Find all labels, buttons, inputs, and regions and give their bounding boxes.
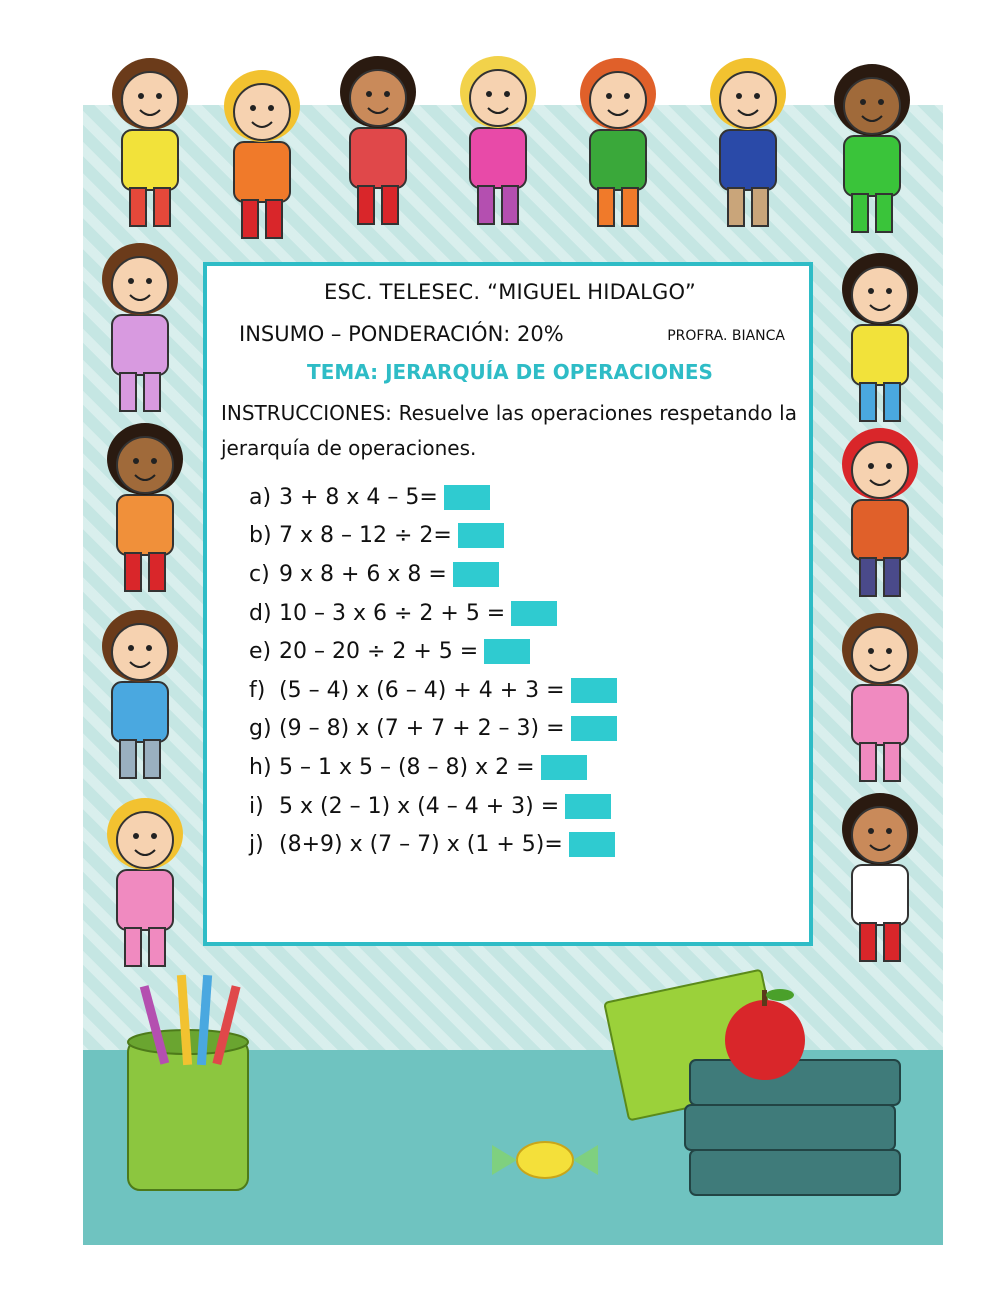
- kid-figure: [107, 423, 183, 591]
- school-name: ESC. TELESEC. “MIGUEL HIDALGO”: [324, 280, 696, 304]
- kid-figure: [842, 428, 918, 596]
- answer-input[interactable]: [458, 523, 504, 548]
- operation-expression: (9 – 8) x (7 + 7 + 2 – 3) =: [279, 716, 565, 742]
- operation-expression: (5 – 4) x (6 – 4) + 4 + 3 =: [279, 677, 565, 703]
- kid-figure: [834, 64, 910, 232]
- operation-expression: 5 – 1 x 5 – (8 – 8) x 2 =: [279, 754, 535, 780]
- operation-item: [249, 632, 799, 671]
- operation-label: a): [249, 484, 272, 510]
- kid-figure: [102, 243, 178, 411]
- operation-item: [249, 517, 799, 556]
- operation-item: [249, 555, 799, 594]
- operation-expression: 20 – 20 ÷ 2 + 5 =: [279, 639, 479, 665]
- topic-title: TEMA: JERARQUÍA DE OPERACIONES: [307, 360, 713, 384]
- operation-label: e): [249, 639, 272, 665]
- operation-item: [249, 748, 799, 787]
- operation-label: g): [249, 716, 272, 742]
- answer-input[interactable]: [453, 562, 499, 587]
- instructions-text: INSTRUCCIONES: Resuelve las operaciones respetando la jerarquía de operaciones.: [221, 401, 797, 460]
- kid-figure: [224, 70, 300, 238]
- operation-label: d): [249, 600, 272, 626]
- answer-input[interactable]: [565, 794, 611, 819]
- operation-expression: 7 x 8 – 12 ÷ 2=: [279, 523, 452, 549]
- kid-figure: [107, 798, 183, 966]
- candy-illustration: [492, 1142, 598, 1178]
- answer-input[interactable]: [484, 639, 530, 664]
- teacher-name: PROFRA. BIANCA: [667, 328, 785, 344]
- answer-input[interactable]: [444, 485, 490, 510]
- operation-label: j): [249, 832, 264, 858]
- operation-label: c): [249, 561, 270, 587]
- operation-expression: 10 – 3 x 6 ÷ 2 + 5 =: [279, 600, 506, 626]
- operation-item: [249, 710, 799, 749]
- answer-input[interactable]: [569, 832, 615, 857]
- operation-expression: 5 x (2 – 1) x (4 – 4 + 3) =: [279, 793, 560, 819]
- operation-label: b): [249, 523, 272, 549]
- worksheet-card: [203, 262, 813, 946]
- operation-expression: (8+9) x (7 – 7) x (1 + 5)=: [279, 832, 563, 858]
- operation-item: [249, 671, 799, 710]
- answer-input[interactable]: [511, 601, 557, 626]
- kid-figure: [340, 56, 416, 224]
- operation-item: [249, 478, 799, 517]
- operation-expression: 9 x 8 + 6 x 8 =: [279, 561, 447, 587]
- operation-label: i): [249, 793, 264, 819]
- kid-figure: [102, 610, 178, 778]
- kid-figure: [112, 58, 188, 226]
- books-apple-illustration: [604, 970, 900, 1195]
- operation-label: f): [249, 677, 266, 703]
- answer-input[interactable]: [541, 755, 587, 780]
- pencil-cup-illustration: [128, 975, 248, 1190]
- operation-expression: 3 + 8 x 4 – 5=: [279, 484, 438, 510]
- kid-figure: [580, 58, 656, 226]
- insumo-weighting: INSUMO – PONDERACIÓN: 20%: [239, 322, 564, 346]
- kid-figure: [842, 613, 918, 781]
- operation-label: h): [249, 754, 272, 780]
- operation-item: [249, 594, 799, 633]
- operations-list: [249, 478, 799, 864]
- operation-item: [249, 787, 799, 826]
- operation-item: [249, 825, 799, 864]
- kid-figure: [460, 56, 536, 224]
- kid-figure: [842, 253, 918, 421]
- answer-input[interactable]: [571, 678, 617, 703]
- kid-figure: [842, 793, 918, 961]
- answer-input[interactable]: [571, 716, 617, 741]
- kid-figure: [710, 58, 786, 226]
